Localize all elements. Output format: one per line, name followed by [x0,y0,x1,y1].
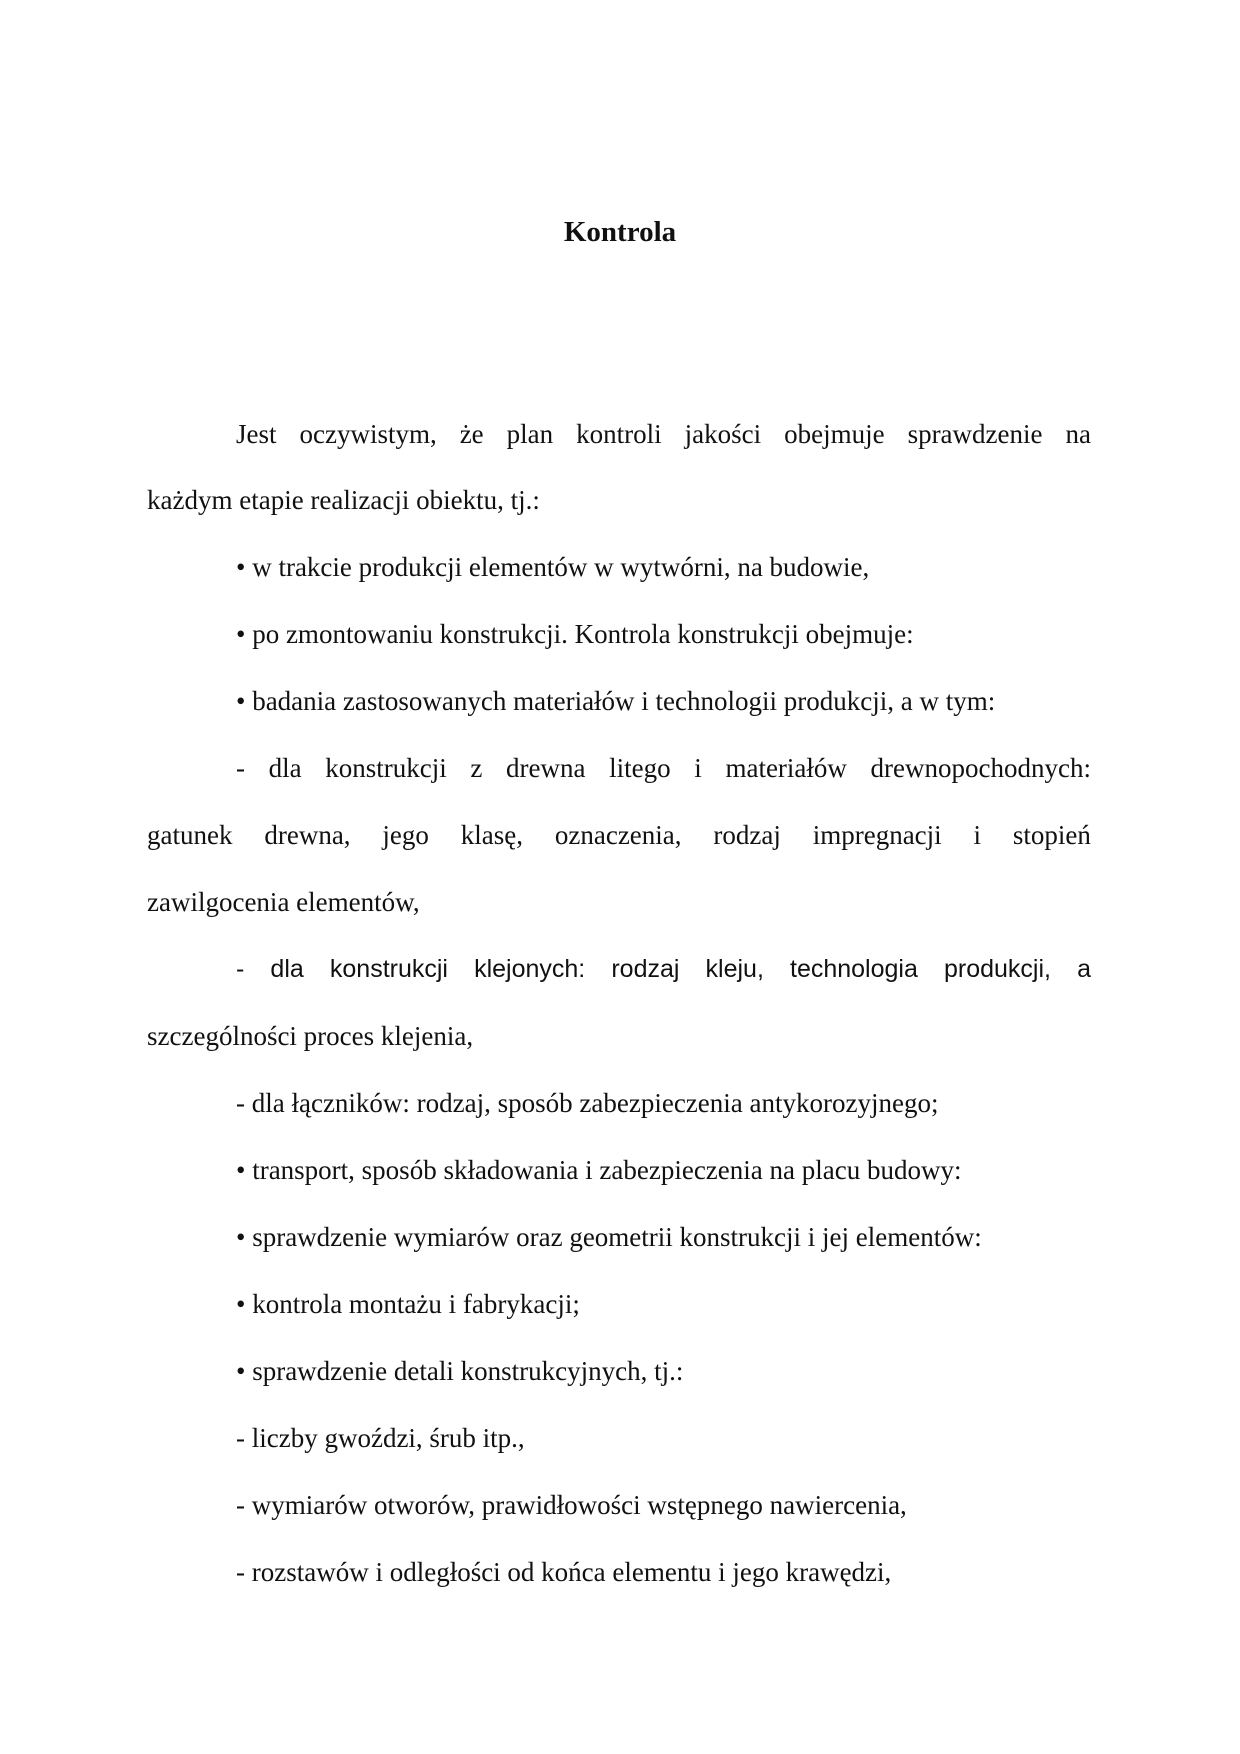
list-item: - wymiarów otworów, prawidłowości wstępnego nawiercenia, [236,1490,907,1520]
paragraph-line: gatunek drewna, jego klasę, oznaczenia, rodzaj impregnacji i stopień [147,820,1091,850]
list-item: • badania zastosowanych materiałów i technologii produkcji, a w tym: [236,686,996,716]
list-item: • po zmontowaniu konstrukcji. Kontrola konstrukcji obejmuje: [236,619,914,649]
list-item: • transport, sposób składowania i zabezpieczenia na placu budowy: [236,1155,962,1185]
list-item: • w trakcie produkcji elementów w wytwórni, na budowie, [236,552,870,582]
list-item: - dla łączników: rodzaj, sposób zabezpieczenia antykorozyjnego; [236,1088,939,1118]
list-item: - liczby gwoździ, śrub itp., [236,1423,525,1453]
paragraph-line: Jest oczywistym, że plan kontroli jakości obejmuje sprawdzenie na [236,419,1091,449]
list-item: • sprawdzenie wymiarów oraz geometrii konstrukcji i jej elementów: [236,1222,982,1252]
list-item: - dla konstrukcji z drewna litego i materiałów drewnopochodnych: [236,753,1091,783]
list-item: - dla konstrukcji klejonych: rodzaj kleju, technologia produkcji, a [236,955,1091,983]
paragraph-line: zawilgocenia elementów, [147,887,420,917]
list-item: - rozstawów i odległości od końca elementu i jego krawędzi, [236,1557,892,1587]
paragraph-line: każdym etapie realizacji obiektu, tj.: [147,485,540,515]
document-title: Kontrola [563,216,677,248]
list-item: • kontrola montażu i fabrykacji; [236,1289,580,1319]
paragraph-line: szczególności proces klejenia, [147,1021,474,1051]
list-item: • sprawdzenie detali konstrukcyjnych, tj.: [236,1356,684,1386]
